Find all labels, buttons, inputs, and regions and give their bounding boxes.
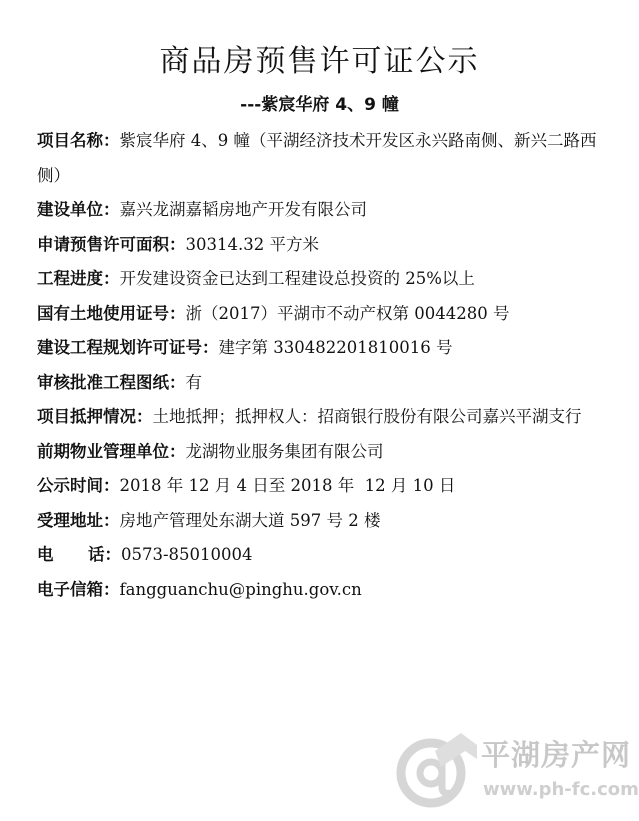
watermark-site-url: www.ph-fc.com	[483, 779, 639, 800]
row-email	[37, 573, 603, 608]
row-address	[37, 504, 603, 539]
label-phone: 电 话：	[37, 545, 121, 564]
label-mortgage: 项目抵押情况：	[37, 407, 153, 426]
watermark-site-name: 平湖房产网	[481, 738, 632, 772]
row-land-cert	[37, 297, 603, 332]
value-developer: 嘉兴龙湖嘉韬房地产开发有限公司	[119, 200, 367, 219]
value-project-name: 紫宸华府 4、9 幢（平湖经济技术开发区永兴路南侧、新兴二路西侧）	[37, 131, 597, 185]
row-developer	[37, 193, 603, 228]
row-publicity-time	[37, 469, 603, 504]
label-publicity-time: 公示时间：	[37, 476, 120, 495]
label-developer: 建设单位：	[37, 200, 120, 219]
label-progress: 工程进度：	[37, 269, 120, 288]
value-phone: 0573-85010004	[120, 545, 253, 564]
value-drawings: 有	[185, 372, 202, 392]
row-planning-permit	[37, 331, 603, 366]
row-property-mgmt	[37, 435, 603, 470]
value-mortgage: 土地抵押；抵押权人：招商银行股份有限公司嘉兴平湖支行	[152, 407, 582, 426]
value-planning-permit: 建字第 330482201810016 号	[218, 338, 453, 357]
row-drawings	[37, 366, 603, 401]
value-email: fangguanchu@pinghu.gov.cn	[119, 579, 362, 599]
row-mortgage	[37, 400, 603, 435]
value-land-cert: 浙（2017）平湖市不动产权第 0044280 号	[185, 303, 510, 323]
value-address: 房地产管理处东湖大道 597 号 2 楼	[119, 510, 381, 530]
label-property-mgmt: 前期物业管理单位：	[37, 441, 186, 461]
value-property-mgmt: 龙湖物业服务集团有限公司	[185, 441, 384, 461]
row-phone	[37, 538, 603, 573]
value-presale-area: 30314.32 平方米	[185, 234, 319, 254]
row-project-name	[37, 124, 603, 193]
page-title: 商品房预售许可证公示	[159, 44, 480, 79]
label-address: 受理地址：	[37, 510, 120, 530]
row-progress	[37, 262, 603, 297]
label-planning-permit: 建设工程规划许可证号：	[37, 338, 219, 357]
value-publicity-time: 2018 年 12 月 4 日至 2018 年 12 月 10 日	[119, 476, 456, 495]
label-email: 电子信箱：	[37, 579, 120, 599]
label-drawings: 审核批准工程图纸：	[37, 372, 186, 392]
row-presale-area	[37, 228, 603, 263]
page-subtitle: ---紫宸华府 4、9 幢	[240, 95, 399, 115]
label-project-name: 项目名称：	[37, 131, 120, 150]
notice-body	[37, 124, 603, 607]
watermark	[391, 727, 639, 813]
label-land-cert: 国有土地使用证号：	[37, 303, 186, 323]
value-progress: 开发建设资金已达到工程建设总投资的 25%以上	[119, 269, 475, 288]
label-presale-area: 申请预售许可面积：	[37, 234, 186, 254]
at-house-logo-icon	[391, 729, 481, 811]
